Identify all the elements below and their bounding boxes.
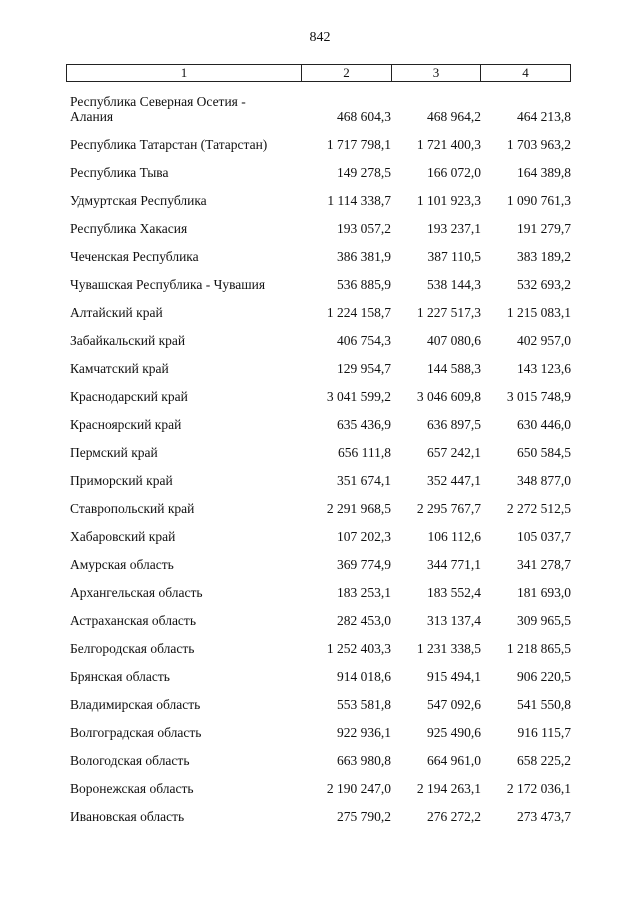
table-row	[0, 130, 640, 158]
value-col-2: 536 885,9	[337, 277, 391, 292]
region-name: Республика Северная Осетия - Алания	[70, 94, 246, 124]
value-col-4: 181 693,0	[517, 585, 571, 600]
region-name: Ставропольский край	[70, 501, 195, 516]
value-col-2: 149 278,5	[337, 165, 391, 180]
table-row	[0, 774, 640, 802]
value-col-3: 313 137,4	[427, 613, 481, 628]
value-col-3: 538 144,3	[427, 277, 481, 292]
table-row	[0, 690, 640, 718]
region-name: Республика Татарстан (Татарстан)	[70, 137, 268, 152]
value-col-4: 273 473,7	[517, 809, 571, 824]
region-name: Хабаровский край	[70, 529, 176, 544]
value-col-3: 3 046 609,8	[416, 389, 481, 404]
table-row	[0, 578, 640, 606]
value-col-2: 663 980,8	[337, 753, 391, 768]
value-col-3: 636 897,5	[427, 417, 481, 432]
value-col-4: 3 015 748,9	[506, 389, 571, 404]
region-name: Чувашская Республика - Чувашия	[70, 277, 266, 292]
table-row	[0, 634, 640, 662]
value-col-3: 925 490,6	[427, 725, 481, 740]
value-col-2: 2 190 247,0	[326, 781, 391, 796]
value-col-3: 106 112,6	[427, 529, 481, 544]
value-col-4: 341 278,7	[517, 557, 571, 572]
table-row	[0, 466, 640, 494]
value-col-4: 541 550,8	[517, 697, 571, 712]
region-name: Республика Тыва	[70, 165, 169, 180]
table-row	[0, 298, 640, 326]
value-col-3: 344 771,1	[427, 557, 481, 572]
region-name: Астраханская область	[70, 613, 196, 628]
value-col-2: 1 717 798,1	[326, 137, 391, 152]
value-col-2: 193 057,2	[337, 221, 391, 236]
value-col-2: 275 790,2	[337, 809, 391, 824]
value-col-2: 468 604,3	[337, 109, 391, 124]
region-name: Краснодарский край	[70, 389, 188, 404]
value-col-3: 276 272,2	[427, 809, 481, 824]
value-col-4: 630 446,0	[517, 417, 571, 432]
table-row	[0, 718, 640, 746]
column-header-3: 3	[392, 65, 481, 81]
region-name: Чеченская Республика	[70, 249, 199, 264]
value-col-3: 2 194 263,1	[416, 781, 481, 796]
table-row	[0, 662, 640, 690]
value-col-3: 407 080,6	[427, 333, 481, 348]
region-name: Архангельская область	[70, 585, 203, 600]
value-col-3: 144 588,3	[427, 361, 481, 376]
table-row	[0, 606, 640, 634]
value-col-3: 387 110,5	[427, 249, 481, 264]
region-name: Владимирская область	[70, 697, 201, 712]
value-col-3: 1 101 923,3	[416, 193, 481, 208]
value-col-4: 383 189,2	[517, 249, 571, 264]
region-name: Вологодская область	[70, 753, 190, 768]
value-col-3: 193 237,1	[427, 221, 481, 236]
table-row	[0, 802, 640, 830]
value-col-2: 2 291 968,5	[326, 501, 391, 516]
value-col-3: 1 227 517,3	[416, 305, 481, 320]
table-row	[0, 522, 640, 550]
table-row	[0, 326, 640, 354]
region-name: Воронежская область	[70, 781, 194, 796]
value-col-2: 922 936,1	[337, 725, 391, 740]
table-row	[0, 382, 640, 410]
value-col-3: 352 447,1	[427, 473, 481, 488]
region-name: Красноярский край	[70, 417, 182, 432]
value-col-4: 164 389,8	[517, 165, 571, 180]
value-col-4: 105 037,7	[517, 529, 571, 544]
value-col-2: 129 954,7	[337, 361, 391, 376]
value-col-2: 3 041 599,2	[326, 389, 391, 404]
value-col-2: 635 436,9	[337, 417, 391, 432]
region-name: Брянская область	[70, 669, 170, 684]
table-row	[0, 158, 640, 186]
table-row	[0, 186, 640, 214]
value-col-3: 166 072,0	[427, 165, 481, 180]
value-col-2: 183 253,1	[337, 585, 391, 600]
value-col-4: 1 703 963,2	[506, 137, 571, 152]
value-col-4: 1 218 865,5	[506, 641, 571, 656]
value-col-3: 1 721 400,3	[416, 137, 481, 152]
value-col-4: 906 220,5	[517, 669, 571, 684]
region-name: Республика Хакасия	[70, 221, 188, 236]
value-col-4: 1 215 083,1	[506, 305, 571, 320]
value-col-4: 1 090 761,3	[506, 193, 571, 208]
table-row	[0, 242, 640, 270]
value-col-4: 143 123,6	[517, 361, 571, 376]
value-col-2: 1 224 158,7	[326, 305, 391, 320]
value-col-3: 915 494,1	[427, 669, 481, 684]
region-name: Камчатский край	[70, 361, 169, 376]
value-col-4: 2 272 512,5	[506, 501, 571, 516]
value-col-2: 386 381,9	[337, 249, 391, 264]
value-col-2: 914 018,6	[337, 669, 391, 684]
region-name: Удмуртская Республика	[70, 193, 207, 208]
value-col-4: 916 115,7	[517, 725, 571, 740]
region-name: Забайкальский край	[70, 333, 186, 348]
column-header-row	[66, 64, 571, 82]
column-header-4: 4	[522, 65, 529, 80]
table-row	[0, 494, 640, 522]
value-col-2: 406 754,3	[337, 333, 391, 348]
column-header-1: 1	[67, 65, 302, 81]
value-col-4: 309 965,5	[517, 613, 571, 628]
value-col-2: 282 453,0	[337, 613, 391, 628]
value-col-2: 1 114 338,7	[327, 193, 391, 208]
region-name: Приморский край	[70, 473, 173, 488]
region-name: Белгородская область	[70, 641, 195, 656]
value-col-4: 191 279,7	[517, 221, 571, 236]
region-name: Ивановская область	[70, 809, 185, 824]
value-col-4: 464 213,8	[517, 109, 571, 124]
value-col-3: 183 552,4	[427, 585, 481, 600]
value-col-3: 664 961,0	[427, 753, 481, 768]
value-col-2: 656 111,8	[338, 445, 391, 460]
table-row	[0, 88, 640, 130]
value-col-3: 1 231 338,5	[416, 641, 481, 656]
region-name: Амурская область	[70, 557, 174, 572]
value-col-4: 2 172 036,1	[506, 781, 571, 796]
value-col-4: 348 877,0	[517, 473, 571, 488]
value-col-3: 2 295 767,7	[416, 501, 481, 516]
table-row	[0, 438, 640, 466]
value-col-4: 658 225,2	[517, 753, 571, 768]
value-col-4: 402 957,0	[517, 333, 571, 348]
value-col-4: 650 584,5	[517, 445, 571, 460]
table-row	[0, 410, 640, 438]
value-col-2: 369 774,9	[337, 557, 391, 572]
value-col-2: 351 674,1	[337, 473, 391, 488]
table-row	[0, 214, 640, 242]
value-col-2: 553 581,8	[337, 697, 391, 712]
region-name: Волгоградская область	[70, 725, 202, 740]
page-number: 842	[309, 30, 331, 45]
table-row	[0, 550, 640, 578]
value-col-2: 1 252 403,3	[326, 641, 391, 656]
value-col-4: 532 693,2	[517, 277, 571, 292]
table-row	[0, 354, 640, 382]
column-header-2: 2	[302, 65, 392, 81]
value-col-3: 547 092,6	[427, 697, 481, 712]
region-name: Пермский край	[70, 445, 158, 460]
value-col-3: 657 242,1	[427, 445, 481, 460]
table-row	[0, 270, 640, 298]
table-body	[0, 88, 640, 830]
value-col-3: 468 964,2	[427, 109, 481, 124]
value-col-2: 107 202,3	[337, 529, 391, 544]
region-name: Алтайский край	[70, 305, 163, 320]
table-row	[0, 746, 640, 774]
